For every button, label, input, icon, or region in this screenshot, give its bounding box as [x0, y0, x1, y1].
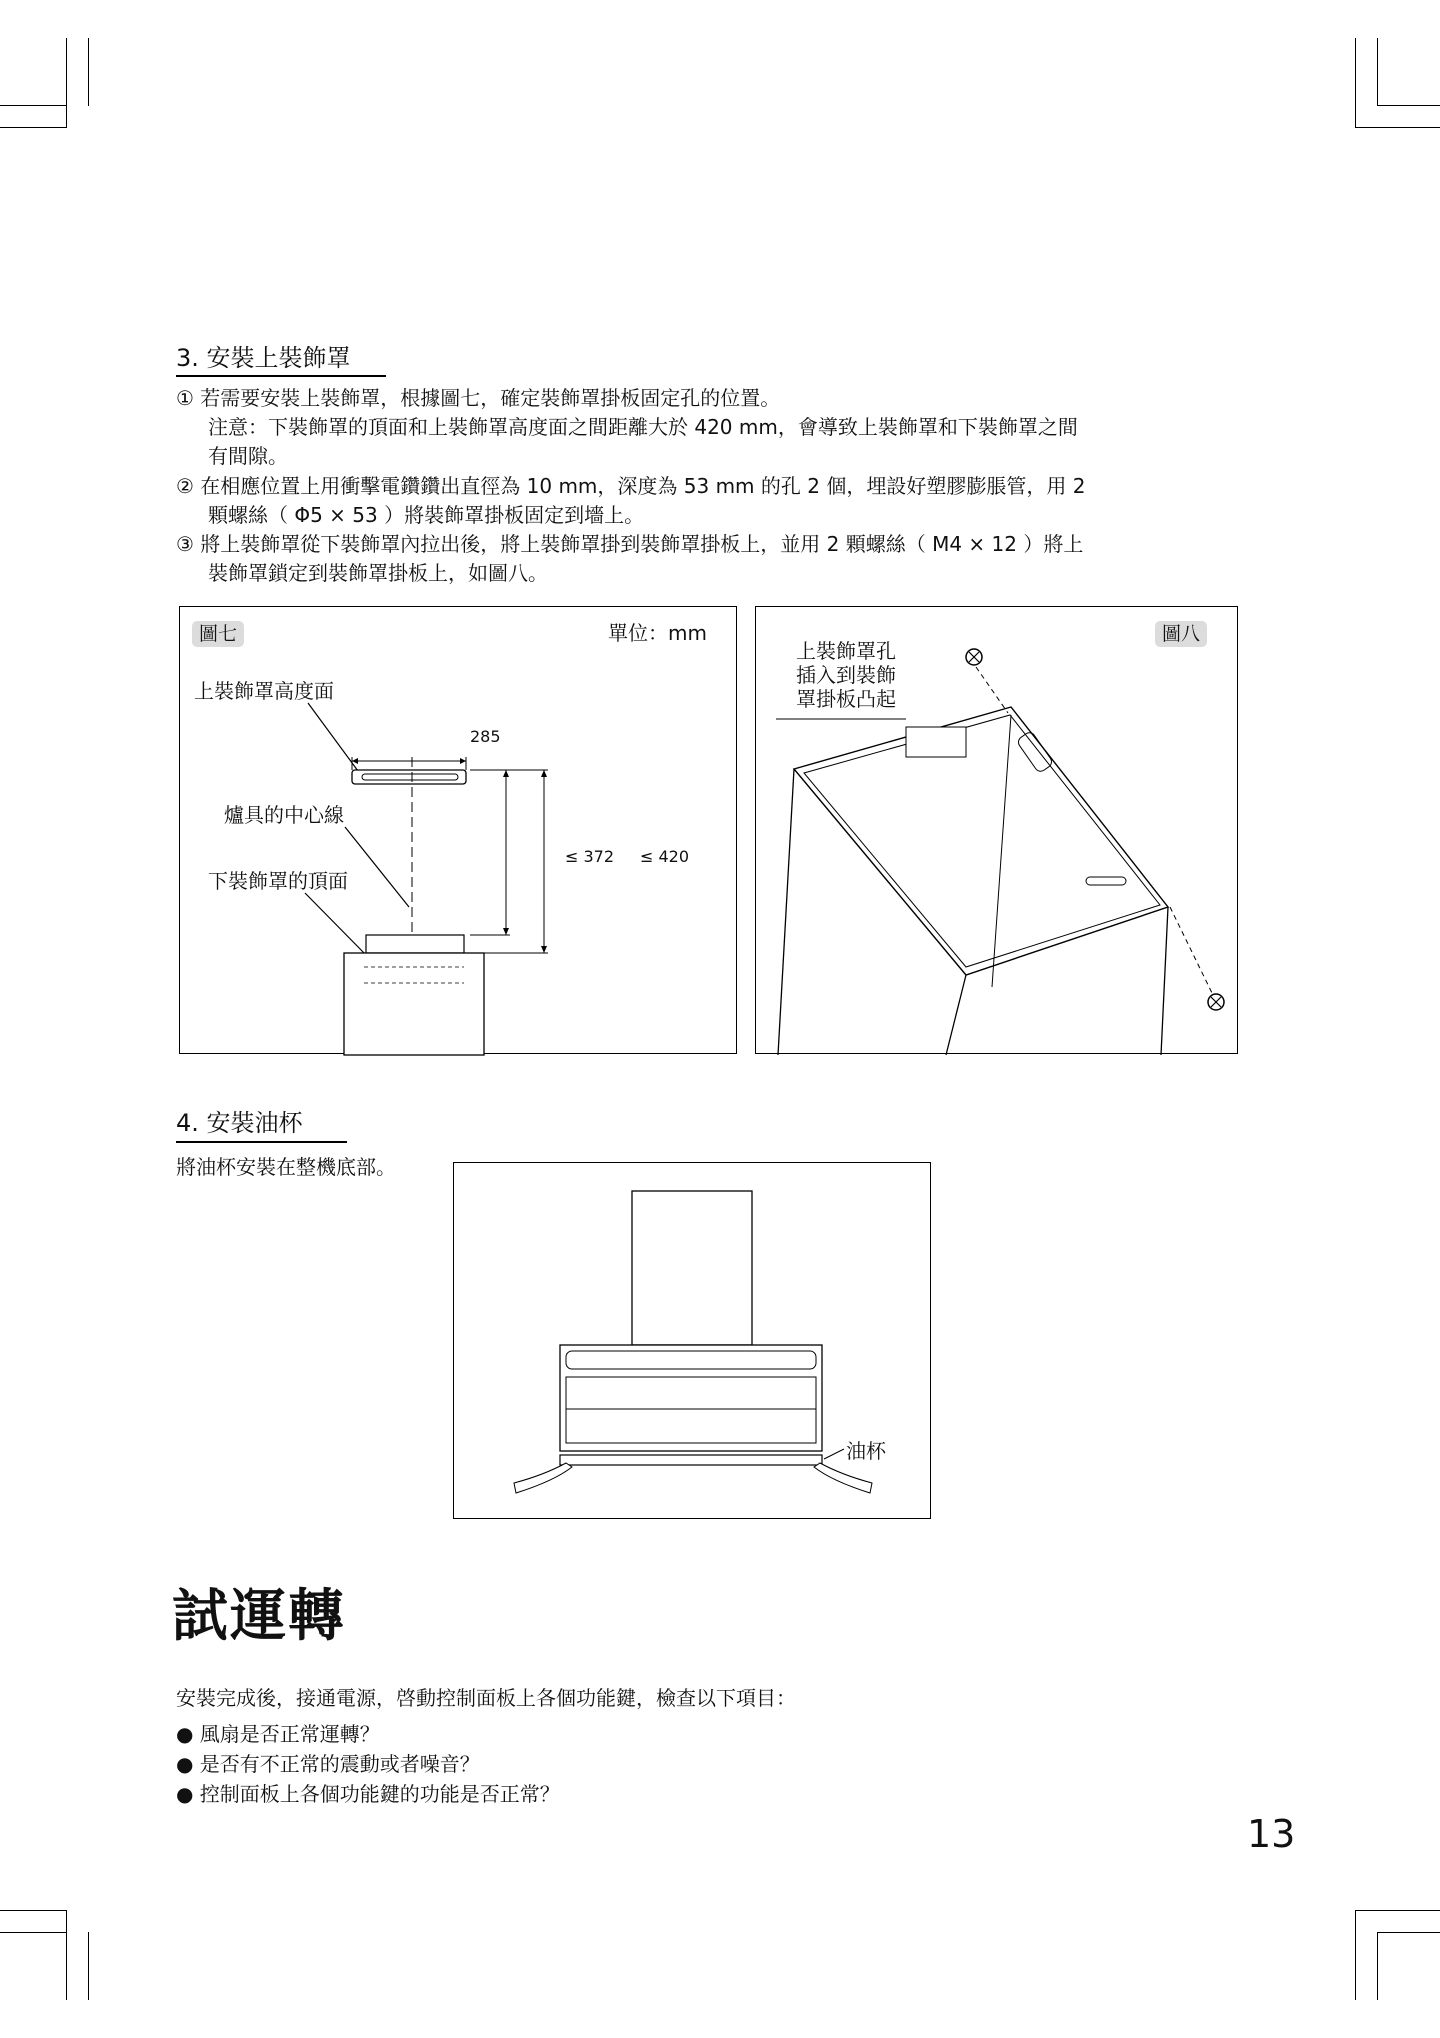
- section3-step3-line1: ③ 將上裝飾罩從下裝飾罩內拉出後，將上裝飾罩掛到裝飾罩掛板上，並用 2 顆螺絲（ M4 × 12 ）將上: [176, 532, 1084, 556]
- crop-mark-tr-v: [1355, 38, 1356, 128]
- trial-run-intro: 安裝完成後，接通電源，啓動控制面板上各個功能鍵，檢查以下項目：: [176, 1686, 796, 1710]
- oil-cup-label: 油杯: [846, 1439, 886, 1463]
- crop-mark-tl-h2: [0, 105, 66, 106]
- figure7-label-top-face: 上裝飾罩高度面: [194, 679, 334, 703]
- trial-run-title: 試運轉: [172, 1584, 346, 1649]
- figure7-frame: [179, 606, 737, 1054]
- section3-step2-line2: 顆螺絲（ Φ5 × 53 ）將裝飾罩掛板固定到墻上。: [208, 503, 645, 527]
- figure8-drawing: [756, 607, 1239, 1055]
- crop-mark-br-h: [1355, 1910, 1440, 1911]
- crop-mark-bl-v: [66, 1910, 67, 2000]
- figure7-tag: 圖七: [192, 621, 244, 647]
- crop-mark-br-h2: [1377, 1932, 1440, 1933]
- crop-mark-bl-h: [0, 1910, 67, 1911]
- figure8-label-line3: 罩掛板凸起: [796, 687, 896, 711]
- crop-mark-tr-h: [1355, 127, 1440, 128]
- section4-title: 4. 安裝油杯: [176, 1109, 303, 1137]
- figure8-label-line2: 插入到裝飾: [796, 663, 896, 687]
- crop-mark-br-v: [1355, 1910, 1356, 2000]
- figure7-dim-420: ≤ 420: [640, 847, 690, 866]
- figure7-dim-width: 285: [470, 727, 501, 746]
- section3-step2-line1: ② 在相應位置上用衝擊電鑽鑽出直徑為 10 mm，深度為 53 mm 的孔 2 個，埋設好塑膠膨脹管，用 2: [176, 474, 1086, 498]
- section3-note-line1: 注意：下裝飾罩的頂面和上裝飾罩高度面之間距離大於 420 mm，會導致上裝飾罩和下裝飾罩之間: [208, 415, 1078, 439]
- trial-run-item-2: ● 是否有不正常的震動或者噪音？: [176, 1752, 480, 1776]
- crop-mark-bl-v2: [88, 1932, 89, 2000]
- section3-step3-line2: 裝飾罩鎖定到裝飾罩掛板上，如圖八。: [208, 561, 548, 585]
- crop-mark-tl-h: [0, 127, 67, 128]
- trial-run-item-3: ● 控制面板上各個功能鍵的功能是否正常？: [176, 1782, 560, 1806]
- crop-mark-bl-h2: [0, 1932, 66, 1933]
- figure8-label-line1: 上裝飾罩孔: [796, 639, 896, 663]
- crop-mark-tl-v2: [88, 38, 89, 106]
- crop-mark-tr-v2: [1377, 38, 1378, 106]
- section3-note-line2: 有間隙。: [208, 444, 288, 468]
- page-number: 13: [1247, 1812, 1296, 1856]
- figure7-label-center: 爐具的中心線: [224, 803, 344, 827]
- section3-step1: ① 若需要安裝上裝飾罩，根據圖七，確定裝飾罩掛板固定孔的位置。: [176, 386, 781, 410]
- crop-mark-br-v2: [1377, 1932, 1378, 2000]
- figure7-drawing: [180, 607, 738, 1055]
- figure8-frame: [755, 606, 1238, 1054]
- crop-mark-tr-h2: [1377, 105, 1440, 106]
- figure-oil-cup-frame: [453, 1162, 931, 1519]
- figure7-label-bottom-face: 下裝飾罩的頂面: [208, 869, 348, 893]
- figure7-unit: 單位：mm: [608, 621, 707, 645]
- section4-title-underline: [176, 1141, 347, 1143]
- figure8-tag: 圖八: [1155, 621, 1207, 647]
- section3-title: 3. 安裝上裝飾罩: [176, 344, 351, 372]
- crop-mark-tl-v: [66, 38, 67, 128]
- section3-title-underline: [176, 375, 386, 377]
- figure7-dim-372: ≤ 372: [565, 847, 615, 866]
- section4-text: 將油杯安裝在整機底部。: [176, 1155, 396, 1179]
- oil-cup-drawing: [454, 1163, 932, 1520]
- trial-run-item-1: ● 風扇是否正常運轉？: [176, 1722, 380, 1746]
